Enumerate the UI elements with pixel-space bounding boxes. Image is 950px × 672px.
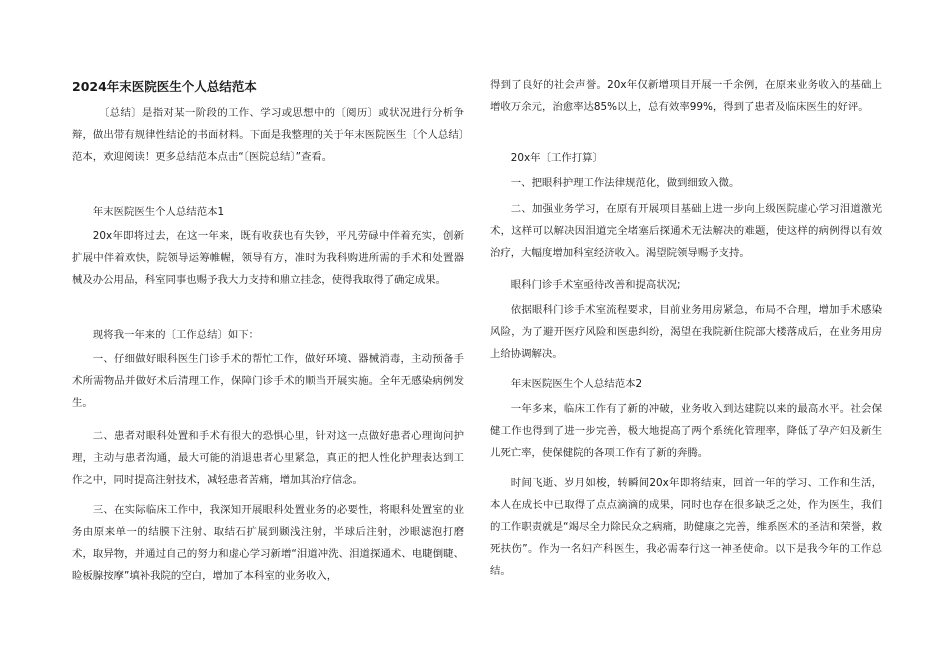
paragraph: 一、仔细做好眼科医生门诊手术的帮忙工作，做好环境、器械消毒，主动预备手术所需物品并做好术后清理工作，保障门诊手术的顺当开展实施。全年无感染病例发生。 xyxy=(72,353,464,409)
paragraph: 三、在实际临床工作中，我深知开展眼科处置业务的必要性，将眼科处置室的业务由原来单一的结膜下注射、取结石扩展到颞浅注射，半球后注射，沙眼滤泡打磨术，取异物，并通过自己的努力和虚心学习新增“泪道冲洗、泪道探通术、电睫倒睫、睑板腺按摩”填补我院的空白，增加了本科室的业务收入， xyxy=(72,504,464,582)
paragraph: 依据眼科门诊手术室流程要求，目前业务用房紧急，布局不合理，增加手术感染风险，为了避开医疗风险和医患纠纷，渴望在我院新住院部大楼落成后，在业务用房上给协调解决。 xyxy=(490,304,882,360)
paragraph: 现将我一年来的〔工作总结〕如下： xyxy=(92,329,260,341)
paragraph: 得到了良好的社会声誉。20x年仅新增项目开展一千余例，在原来业务收入的基础上增收万余元，治愈率达85%以上，总有效率99%，得到了患者及临床医生的好评。 xyxy=(490,79,882,113)
intro-paragraph: 〔总结〕是指对某一阶段的工作、学习或思想中的〔阅历〕或状况进行分析争辩，做出带有规律性结论的书面材料。下面是我整理的关于年末医院医生〔个人总结〕范本，欢迎阅读！更多总结范本点击“〔医院总结〕”查看。 xyxy=(72,107,464,163)
paragraph: 二、患者对眼科处置和手术有很大的恐惧心里，针对这一点做好患者心理询问护理，主动与患者沟通，最大可能的消退患者心里紧急，真正的把人性化护理表达到工作之中，同时提高注射技术，减轻患者苦痛，增加其治疗信念。 xyxy=(72,430,464,486)
document-title: 2024年末医院医生个人总结范本 xyxy=(72,79,257,94)
paragraph: 眼科门诊手术室亟待改善和提高状况; xyxy=(510,279,681,291)
paragraph: 20x年即将过去，在这一年来，既有收获也有失钞，平凡劳碌中伴着充实，创新扩展中伴着欢快，院领导运筹帷幄，领导有方，准时为我科购进所需的手术和处置器械及办公用品，科室同事也赐予我大力支持和鼎立挂念，使得我取得了确定成果。 xyxy=(72,230,464,286)
paragraph: 一年多来，临床工作有了新的冲破，业务收入到达建院以来的最高水平。社会保健工作也得到了进一步完善，极大地提高了两个系统化管理率，降低了孕产妇及新生儿死亡率，使保健院的各项工作有了新的奔腾。 xyxy=(490,403,882,459)
paragraph: 时间飞逝、岁月如梭，转瞬间20x年即将结束，回首一年的学习、工作和生活，本人在成长中已取得了点点滴滴的成果，同时也存在很多缺乏之处，作为医生，我们的工作职责就是“竭尽全力除民众之病痛，助健康之完善，维系医术的圣洁和荣誉，救死扶伤”。作为一名妇产科医生，我必需奉行这一神圣使命。以下是我今年的工作总结。 xyxy=(490,477,882,577)
section-heading-2: 年末医院医生个人总结范本2 xyxy=(510,378,643,390)
section-heading: 20x年〔工作打算〕 xyxy=(510,152,603,164)
section-heading-1: 年末医院医生个人总结范本1 xyxy=(92,206,225,218)
paragraph: 一、把眼科护理工作法律规范化，做到细致入微。 xyxy=(510,177,740,189)
paragraph: 二、加强业务学习，在原有开展项目基础上进一步向上级医院虚心学习泪道激光术，这样可以解决因泪道完全堵塞后探通术无法解决的难题，使这样的病例得以有效治疗，大幅度增加科室经济收入。渴望院领导赐予支持。 xyxy=(490,203,882,259)
